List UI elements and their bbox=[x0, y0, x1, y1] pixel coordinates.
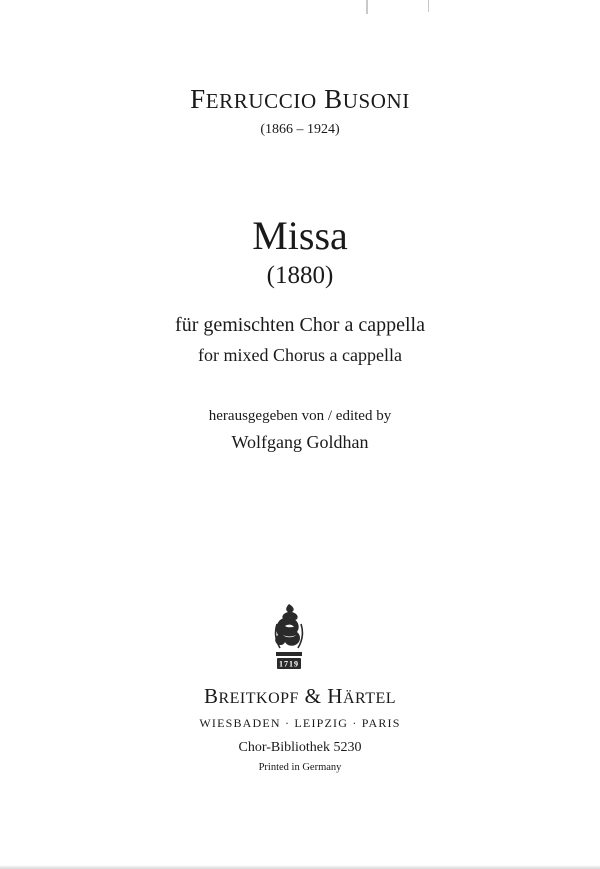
work-year: (1880) bbox=[266, 262, 334, 289]
scan-edge-mark bbox=[428, 0, 429, 12]
publisher-logo-icon bbox=[268, 602, 310, 672]
work-title: Missa bbox=[252, 213, 348, 258]
scoring-german: für gemischten Chor a cappella bbox=[175, 314, 425, 336]
composer-last-name: USONI bbox=[342, 89, 410, 113]
scan-bottom-edge bbox=[0, 865, 600, 869]
publisher-cities: WIESBADEN · LEIPZIG · PARIS bbox=[199, 716, 401, 730]
printed-in: Printed in Germany bbox=[258, 762, 342, 773]
composer-first-name: ERRUCCIO bbox=[205, 89, 317, 113]
scoring-english: for mixed Chorus a cappella bbox=[198, 345, 402, 365]
edited-by-label: herausgegeben von / edited by bbox=[208, 408, 392, 424]
editor-name: Wolfgang Goldhan bbox=[231, 432, 369, 452]
composer-dates: (1866 – 1924) bbox=[260, 122, 340, 137]
series-number: Chor-Bibliothek 5230 bbox=[238, 740, 362, 755]
publisher-name: BREITKOPF & HÄRTEL bbox=[203, 684, 397, 708]
scan-edge-mark bbox=[366, 0, 368, 14]
composer-name: FERRUCCIO BUSONI bbox=[190, 84, 410, 114]
svg-text:1719: 1719 bbox=[279, 659, 299, 669]
